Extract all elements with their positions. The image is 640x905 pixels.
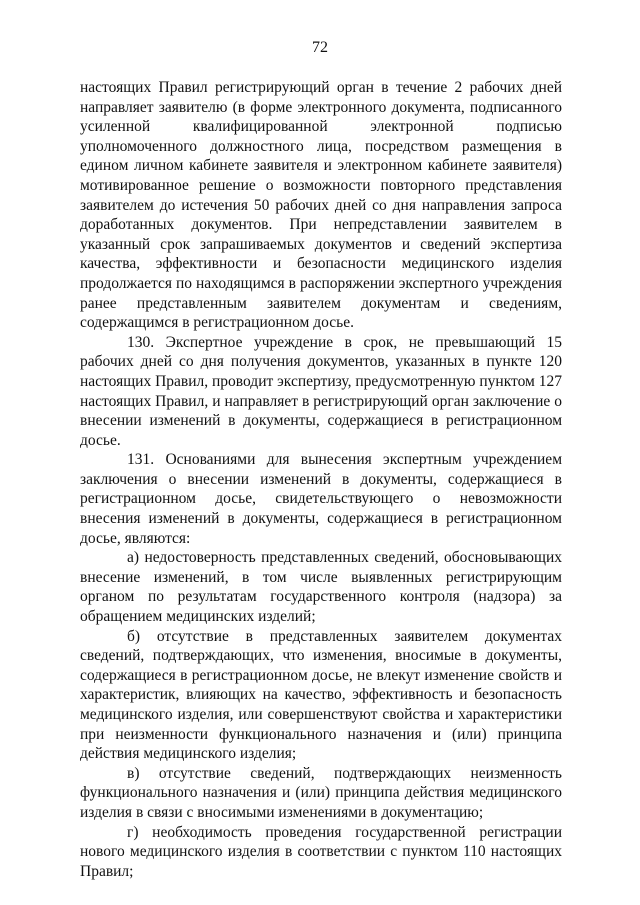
paragraph-item-131: 131. Основаниями для вынесения экспертным учреждением заключения о внесении изменений в документы, содержащиеся в регистрационном досье, свидетельствующего о невозможности внесения изменений в документы, содержащиеся в регистрационном досье, являются: [80,451,562,547]
subitem-v: в) отсутствие сведений, подтверждающих неизменность функционального назначения и (или) принципа действия медицинского изделия в связи с вносимыми изменениями в документацию; [80,764,562,821]
subitem-a: а) недостоверность представленных сведений, обосновывающих внесение изменений, в том числе выявленных регистрирующим органом по результатам государственного контроля (надзора) за обращением медицинских изделий; [80,549,562,626]
paragraph-continuation: настоящих Правил регистрирующий орган в течение 2 рабочих дней направляет заявителю (в форме электронного документа, подписанного усиленной квалифицированной электронной подписью уполномоченного должностного лица, посредством размещения в едином личном кабинете заявителя и электронном кабинете заявителя) мотивированное решение о возможности повторного представления заявителем до истечения 50 рабочих дней со дня направления запроса доработанных документов. При непредставлении заявителем в указанный срок запрашиваемых документов и сведений экспертиза качества, эффективности и безопасности медицинского изделия продолжается по находящимся в распоряжении экспертного учреждения ранее представленным заявителем документам и сведениям, содержащимся в регистрационном досье. [80,79,562,332]
subitem-g: г) необходимость проведения государственной регистрации нового медицинского изделия в соответствии с пунктом 110 настоящих Правил; [80,823,562,880]
document-body [80,78,562,881]
paragraph-item-130: 130. Экспертное учреждение в срок, не превышающий 15 рабочих дней со дня получения документов, указанных в пункте 120 настоящих Правил, проводит экспертизу, предусмотренную пунктом 127 настоящих Правил, и направляет в регистрирующий орган заключение о внесении изменений в документы, содержащиеся в регистрационном досье. [80,333,562,449]
page-number: 72 [312,39,328,56]
subitem-b: б) отсутствие в представленных заявителем документах сведений, подтверждающих, что изменения, вносимые в документы, содержащиеся в регистрационном досье, не влекут изменение свойств и характеристик, влияющих на качество, эффективность и безопасность медицинского изделия, или совершенствуют свойства и характеристики при неизменности функционального назначения и (или) принципа действия медицинского изделия; [80,627,562,763]
